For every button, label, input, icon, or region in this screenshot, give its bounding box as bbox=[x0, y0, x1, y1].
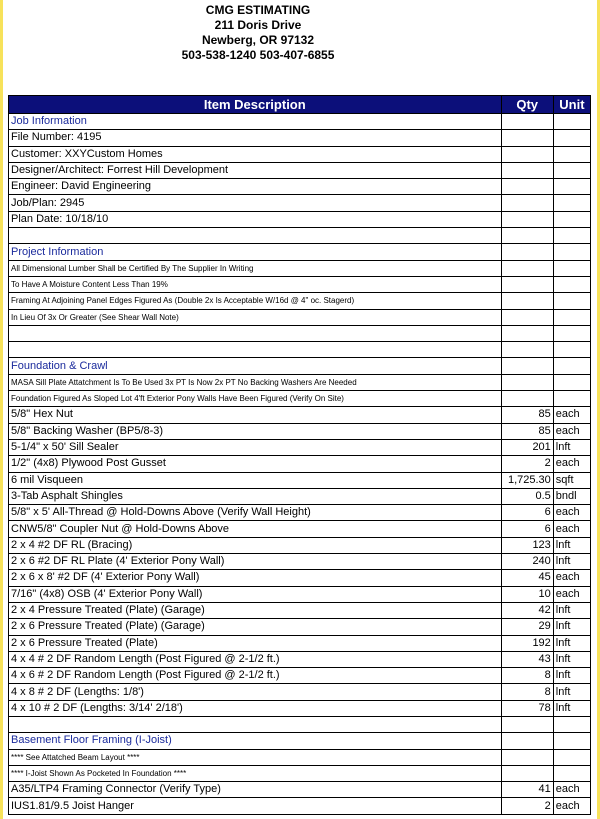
item-description: 5/8" Hex Nut bbox=[9, 407, 502, 423]
item-unit: each bbox=[553, 798, 590, 814]
table-row bbox=[9, 423, 591, 439]
item-unit: each bbox=[553, 570, 590, 586]
section-title: Job Information bbox=[9, 114, 502, 130]
item-description: MASA Sill Plate Attatchment Is To Be Used 3x PT Is Now 2x PT No Backing Washers Are Needed bbox=[9, 374, 502, 390]
item-qty bbox=[501, 276, 553, 292]
table-row bbox=[9, 276, 591, 292]
item-qty: 41 bbox=[501, 782, 553, 798]
item-description: 4 x 4 # 2 DF Random Length (Post Figured @ 2-1/2 ft.) bbox=[9, 651, 502, 667]
item-qty bbox=[501, 146, 553, 162]
header-unit: Unit bbox=[553, 96, 590, 114]
item-qty: 2 bbox=[501, 798, 553, 814]
item-unit bbox=[553, 276, 590, 292]
item-description: CNW5/8" Coupler Nut @ Hold-Downs Above bbox=[9, 521, 502, 537]
header-qty: Qty bbox=[501, 96, 553, 114]
item-unit: lnft bbox=[553, 684, 590, 700]
item-description: Job/Plan: 2945 bbox=[9, 195, 502, 211]
table-row bbox=[9, 456, 591, 472]
item-qty bbox=[501, 228, 553, 244]
table-row bbox=[9, 374, 591, 390]
table-row bbox=[9, 260, 591, 276]
item-description: To Have A Moisture Content Less Than 19% bbox=[9, 276, 502, 292]
item-qty: 201 bbox=[501, 439, 553, 455]
section-title: Foundation & Crawl bbox=[9, 358, 502, 374]
table-row bbox=[9, 570, 591, 586]
item-qty bbox=[501, 391, 553, 407]
table-row bbox=[9, 749, 591, 765]
item-description bbox=[9, 342, 502, 358]
item-description: 2 x 6 Pressure Treated (Plate) bbox=[9, 635, 502, 651]
item-description: 2 x 6 Pressure Treated (Plate) (Garage) bbox=[9, 619, 502, 635]
section-row bbox=[9, 114, 591, 130]
item-description: **** I-Joist Shown As Pocketed In Foundation **** bbox=[9, 765, 502, 781]
item-qty bbox=[501, 765, 553, 781]
item-unit bbox=[553, 374, 590, 390]
item-qty: 240 bbox=[501, 554, 553, 570]
item-description: 3-Tab Asphalt Shingles bbox=[9, 488, 502, 504]
company-city: Newberg, OR 97132 bbox=[201, 33, 315, 47]
section-row bbox=[9, 358, 591, 374]
table-row bbox=[9, 765, 591, 781]
item-description: 2 x 6 x 8' #2 DF (4' Exterior Pony Wall) bbox=[9, 570, 502, 586]
item-description: A35/LTP4 Framing Connector (Verify Type) bbox=[9, 782, 502, 798]
item-qty bbox=[501, 179, 553, 195]
item-description: Engineer: David Engineering bbox=[9, 179, 502, 195]
item-unit bbox=[553, 162, 590, 178]
blank-row bbox=[9, 342, 591, 358]
item-unit: lnft bbox=[553, 635, 590, 651]
item-qty: 85 bbox=[501, 407, 553, 423]
item-unit: bndl bbox=[553, 488, 590, 504]
item-qty bbox=[501, 114, 553, 130]
item-unit: lnft bbox=[553, 619, 590, 635]
item-unit: each bbox=[553, 782, 590, 798]
item-qty: 10 bbox=[501, 586, 553, 602]
item-qty bbox=[501, 733, 553, 749]
blank-row bbox=[9, 716, 591, 732]
item-qty: 192 bbox=[501, 635, 553, 651]
table-row bbox=[9, 602, 591, 618]
item-description: IUS1.81/9.5 Joist Hanger bbox=[9, 798, 502, 814]
estimate-sheet bbox=[3, 0, 597, 819]
item-qty: 8 bbox=[501, 684, 553, 700]
item-qty: 123 bbox=[501, 537, 553, 553]
table-row bbox=[9, 211, 591, 227]
item-unit bbox=[553, 195, 590, 211]
item-qty bbox=[501, 374, 553, 390]
item-unit: lnft bbox=[553, 554, 590, 570]
header-row bbox=[9, 96, 591, 114]
item-description: 5/8" x 5' All-Thread @ Hold-Downs Above (Verify Wall Height) bbox=[9, 505, 502, 521]
item-description: 5/8" Backing Washer (BP5/8-3) bbox=[9, 423, 502, 439]
item-description bbox=[9, 228, 502, 244]
section-title: Basement Floor Framing (I-Joist) bbox=[9, 733, 502, 749]
item-unit bbox=[553, 130, 590, 146]
item-unit: each bbox=[553, 456, 590, 472]
table-row bbox=[9, 195, 591, 211]
item-unit: sqft bbox=[553, 472, 590, 488]
item-description: 1/2" (4x8) Plywood Post Gusset bbox=[9, 456, 502, 472]
item-description: 2 x 6 #2 DF RL Plate (4' Exterior Pony Wall) bbox=[9, 554, 502, 570]
item-unit bbox=[553, 260, 590, 276]
item-description: Framing At Adjoining Panel Edges Figured As (Double 2x Is Acceptable W/16d @ 4" oc. Stagerd) bbox=[9, 293, 502, 309]
item-description: Designer/Architect: Forrest Hill Development bbox=[9, 162, 502, 178]
table-row bbox=[9, 537, 591, 553]
item-qty bbox=[501, 309, 553, 325]
section-title: Project Information bbox=[9, 244, 502, 260]
item-unit bbox=[553, 146, 590, 162]
item-qty bbox=[501, 749, 553, 765]
item-unit: each bbox=[553, 423, 590, 439]
item-unit bbox=[553, 244, 590, 260]
item-description: 4 x 8 # 2 DF (Lengths: 1/8') bbox=[9, 684, 502, 700]
item-description: 2 x 4 #2 DF RL (Bracing) bbox=[9, 537, 502, 553]
table-row bbox=[9, 179, 591, 195]
item-unit bbox=[553, 228, 590, 244]
item-qty bbox=[501, 244, 553, 260]
item-description bbox=[9, 325, 502, 341]
item-unit bbox=[553, 391, 590, 407]
item-unit: lnft bbox=[553, 537, 590, 553]
table-row bbox=[9, 439, 591, 455]
item-description: Customer: XXYCustom Homes bbox=[9, 146, 502, 162]
table-row bbox=[9, 472, 591, 488]
item-description bbox=[9, 716, 502, 732]
item-unit bbox=[553, 325, 590, 341]
table-row bbox=[9, 619, 591, 635]
company-phones: 503-538-1240 503-407-6855 bbox=[181, 48, 335, 62]
item-qty: 6 bbox=[501, 505, 553, 521]
section-row bbox=[9, 244, 591, 260]
item-description: File Number: 4195 bbox=[9, 130, 502, 146]
blank-row bbox=[9, 228, 591, 244]
item-qty: 2 bbox=[501, 456, 553, 472]
company-street: 211 Doris Drive bbox=[214, 18, 302, 32]
item-description: All Dimensional Lumber Shall be Certified By The Supplier In Writing bbox=[9, 260, 502, 276]
item-unit bbox=[553, 765, 590, 781]
table-row bbox=[9, 668, 591, 684]
item-description: 7/16" (4x8) OSB (4' Exterior Pony Wall) bbox=[9, 586, 502, 602]
table-row bbox=[9, 488, 591, 504]
item-unit: lnft bbox=[553, 602, 590, 618]
table-row bbox=[9, 782, 591, 798]
item-unit bbox=[553, 114, 590, 130]
item-unit bbox=[553, 211, 590, 227]
item-unit bbox=[553, 179, 590, 195]
item-description: 2 x 4 Pressure Treated (Plate) (Garage) bbox=[9, 602, 502, 618]
item-unit: each bbox=[553, 505, 590, 521]
table-row bbox=[9, 798, 591, 814]
table-row bbox=[9, 586, 591, 602]
item-description: 4 x 6 # 2 DF Random Length (Post Figured @ 2-1/2 ft.) bbox=[9, 668, 502, 684]
table-row bbox=[9, 293, 591, 309]
table-row bbox=[9, 521, 591, 537]
item-qty: 29 bbox=[501, 619, 553, 635]
table-row bbox=[9, 407, 591, 423]
item-qty bbox=[501, 195, 553, 211]
item-qty bbox=[501, 211, 553, 227]
items-table bbox=[8, 95, 591, 815]
item-qty: 1,725.30 bbox=[501, 472, 553, 488]
item-unit bbox=[553, 716, 590, 732]
item-unit: each bbox=[553, 586, 590, 602]
item-description: 4 x 10 # 2 DF (Lengths: 3/14' 2/18') bbox=[9, 700, 502, 716]
item-description: Plan Date: 10/18/10 bbox=[9, 211, 502, 227]
item-qty: 45 bbox=[501, 570, 553, 586]
item-unit bbox=[553, 293, 590, 309]
section-row bbox=[9, 733, 591, 749]
item-unit: lnft bbox=[553, 651, 590, 667]
item-qty bbox=[501, 358, 553, 374]
table-row bbox=[9, 554, 591, 570]
item-unit bbox=[553, 309, 590, 325]
item-unit: each bbox=[553, 521, 590, 537]
item-unit bbox=[553, 342, 590, 358]
item-qty bbox=[501, 293, 553, 309]
item-description: 5-1/4" x 50' Sill Sealer bbox=[9, 439, 502, 455]
item-qty bbox=[501, 130, 553, 146]
item-qty bbox=[501, 342, 553, 358]
item-unit bbox=[553, 749, 590, 765]
item-qty: 43 bbox=[501, 651, 553, 667]
table-row bbox=[9, 146, 591, 162]
company-name: CMG ESTIMATING bbox=[205, 3, 311, 17]
item-unit bbox=[553, 358, 590, 374]
item-unit: lnft bbox=[553, 700, 590, 716]
item-description: Foundation Figured As Sloped Lot 4'ft Exterior Pony Walls Have Been Figured (Verify On Site) bbox=[9, 391, 502, 407]
item-description: 6 mil Visqueen bbox=[9, 472, 502, 488]
table-row bbox=[9, 162, 591, 178]
item-unit: lnft bbox=[553, 668, 590, 684]
item-qty: 42 bbox=[501, 602, 553, 618]
item-qty bbox=[501, 325, 553, 341]
table-row bbox=[9, 309, 591, 325]
table-row bbox=[9, 651, 591, 667]
item-qty bbox=[501, 716, 553, 732]
item-unit: lnft bbox=[553, 439, 590, 455]
item-qty: 78 bbox=[501, 700, 553, 716]
header-item-description: Item Description bbox=[9, 96, 502, 114]
table-row bbox=[9, 635, 591, 651]
blank-row bbox=[9, 325, 591, 341]
item-qty: 0.5 bbox=[501, 488, 553, 504]
item-qty: 85 bbox=[501, 423, 553, 439]
item-qty: 8 bbox=[501, 668, 553, 684]
table-row bbox=[9, 391, 591, 407]
item-unit: each bbox=[553, 407, 590, 423]
table-row bbox=[9, 505, 591, 521]
item-description: In Lieu Of 3x Or Greater (See Shear Wall Note) bbox=[9, 309, 502, 325]
table-row bbox=[9, 700, 591, 716]
table-row bbox=[9, 684, 591, 700]
item-description: **** See Attatched Beam Layout **** bbox=[9, 749, 502, 765]
item-qty bbox=[501, 260, 553, 276]
item-unit bbox=[553, 733, 590, 749]
table-row bbox=[9, 130, 591, 146]
item-qty bbox=[501, 162, 553, 178]
item-qty: 6 bbox=[501, 521, 553, 537]
